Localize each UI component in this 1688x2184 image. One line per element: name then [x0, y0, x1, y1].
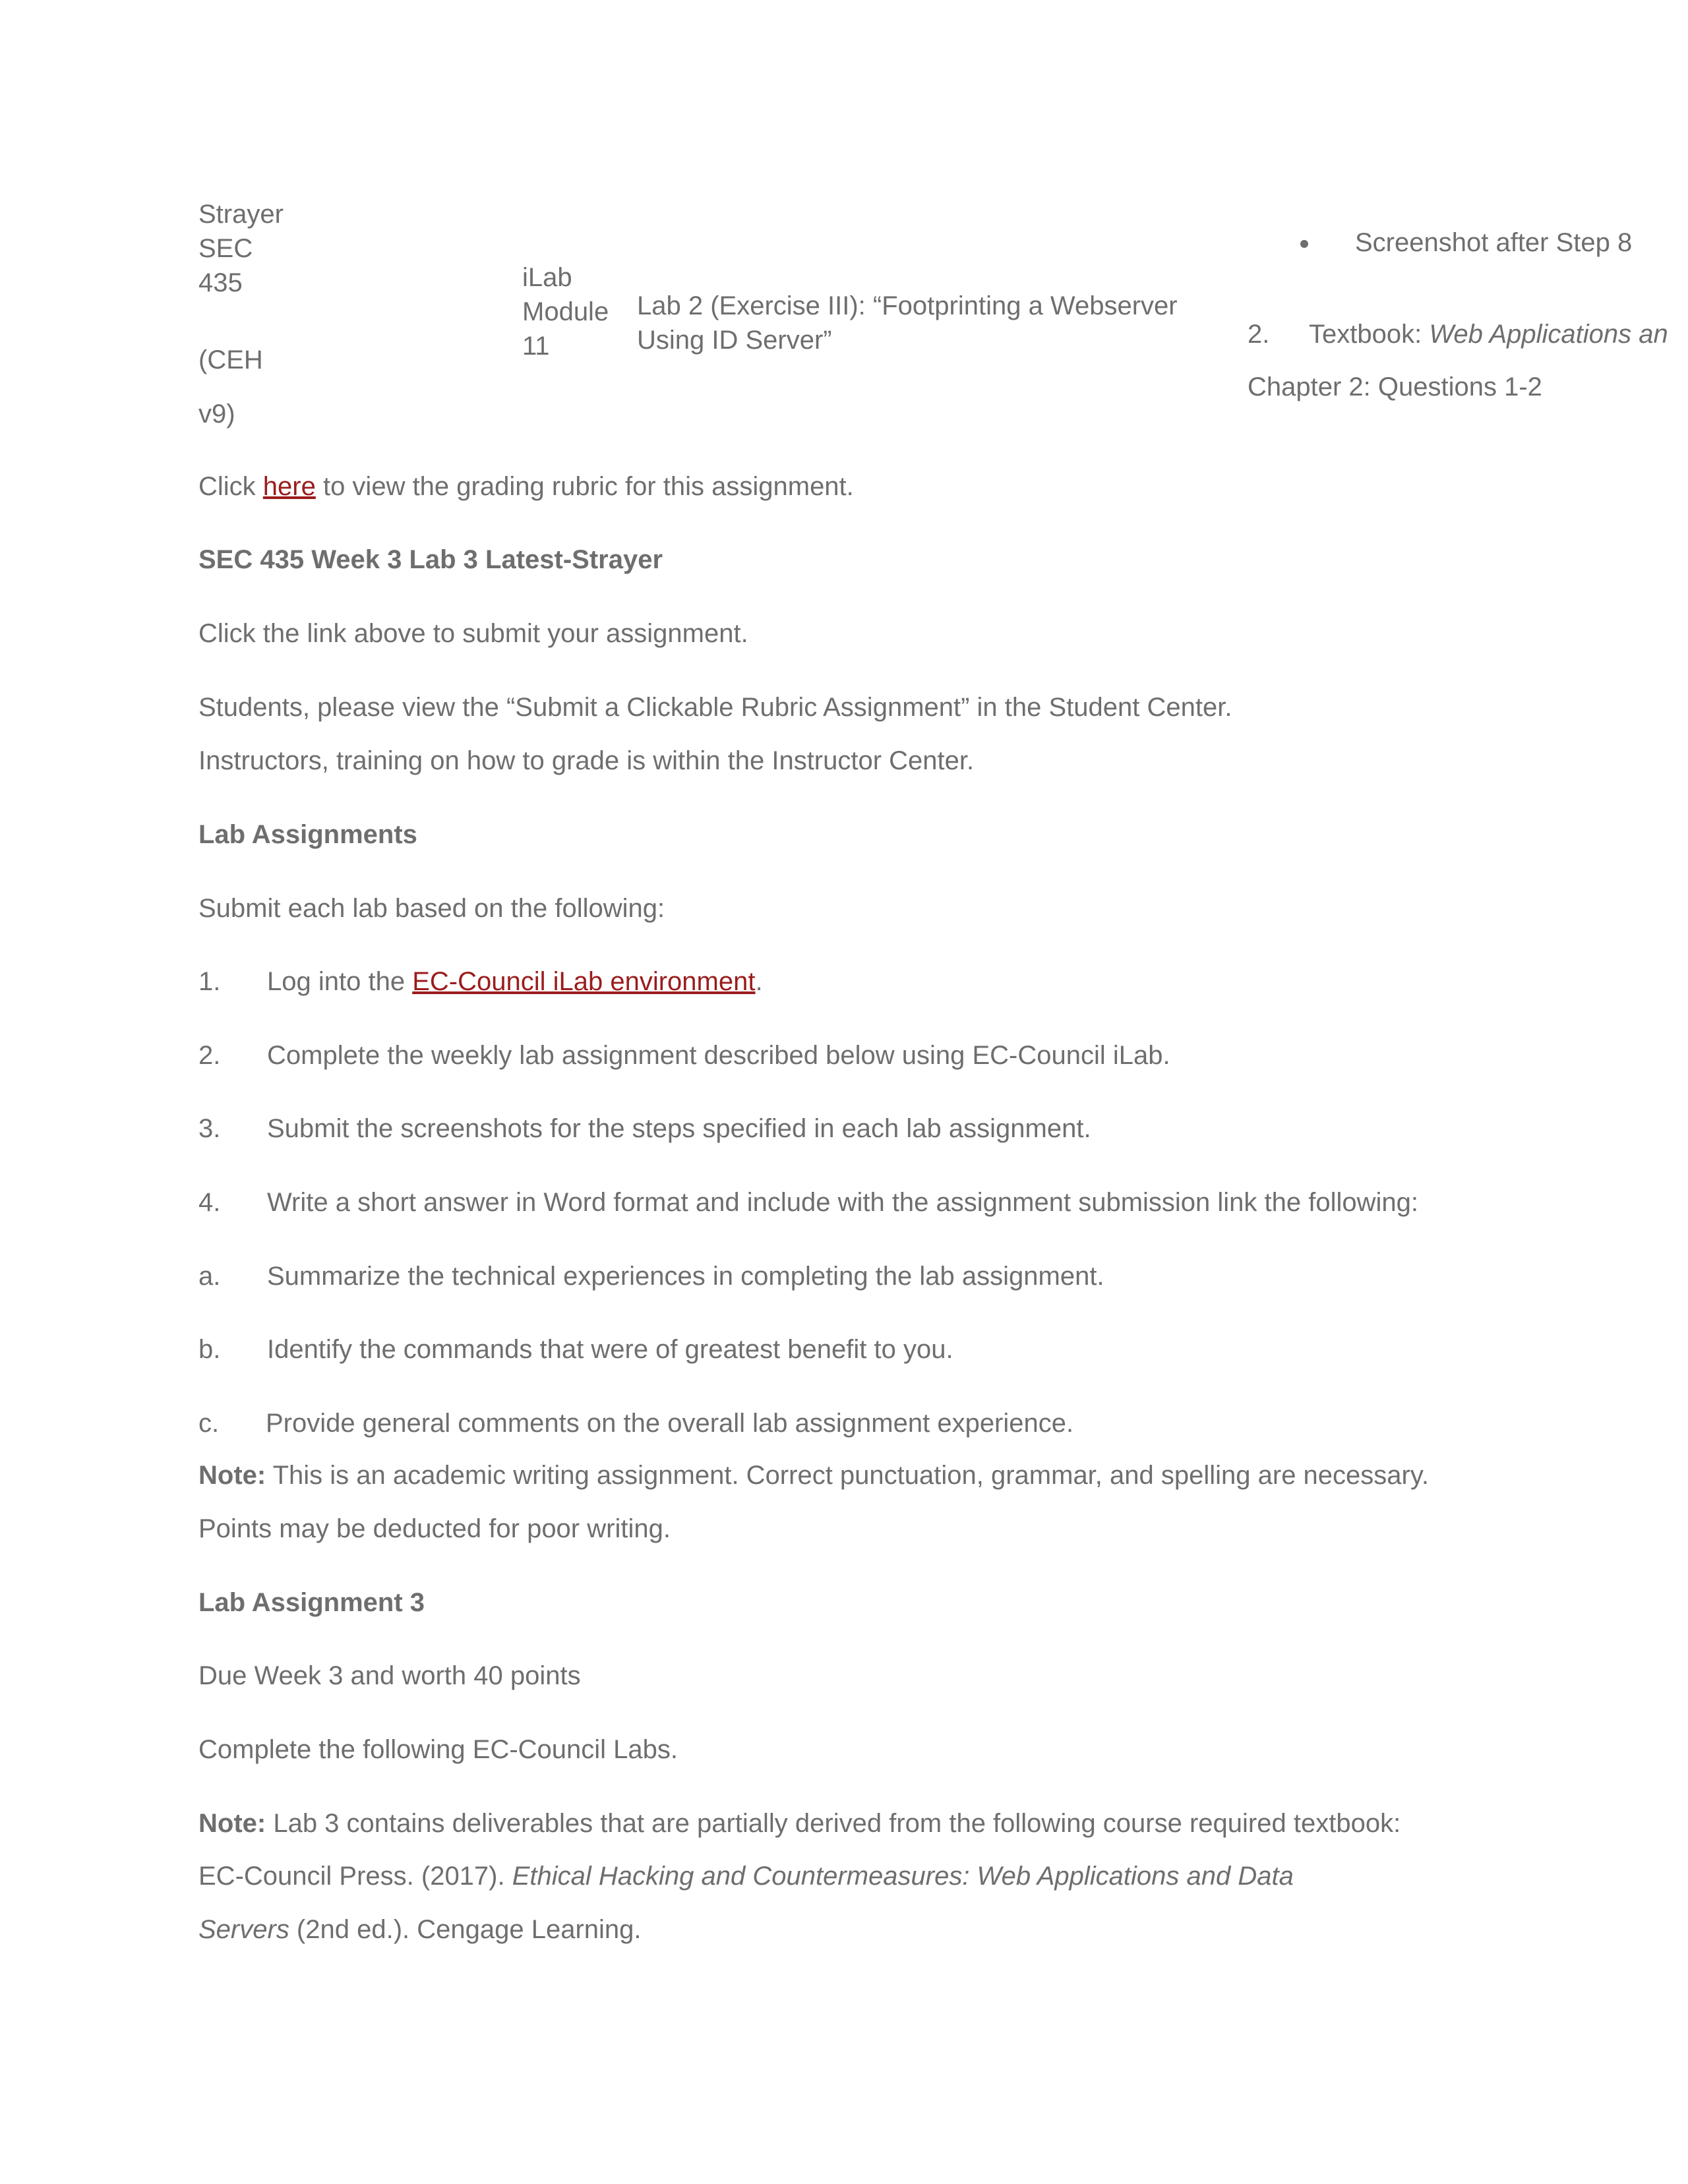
list-text: Write a short answer in Word format and include with the assignment submission link the following:	[267, 1188, 1418, 1217]
list-letter: a.	[198, 1262, 221, 1291]
course-line: SEC	[198, 234, 253, 263]
textbook-note	[198, 1806, 1401, 1841]
lab-title-line: Lab 2 (Exercise III): “Footprinting a Webserver	[637, 291, 1178, 320]
lab3-heading: Lab Assignment 3	[198, 1588, 425, 1617]
note-text: This is an academic writing assignment. Correct punctuation, grammar, and spelling are necessary.	[266, 1461, 1430, 1490]
course-line: Strayer	[198, 200, 284, 229]
lab-title-line: Using ID Server”	[637, 326, 832, 355]
due-line: Due Week 3 and worth 40 points	[198, 1661, 581, 1690]
note-label: Note:	[198, 1809, 266, 1838]
rubric-link[interactable]: here	[262, 472, 316, 501]
screenshot-bullet-text: Screenshot after Step 8	[1355, 228, 1633, 257]
ilab-line: Module	[522, 297, 609, 326]
writing-note	[198, 1458, 1429, 1492]
list-text	[267, 964, 763, 999]
list-number: 3.	[198, 1114, 221, 1143]
instructors-note: Instructors, training on how to grade is within the Instructor Center.	[198, 746, 975, 775]
list-text: Identify the commands that were of greatest benefit to you.	[267, 1335, 953, 1364]
bullet-dot	[1300, 240, 1308, 248]
list-letter: b.	[198, 1335, 221, 1364]
list-number: 2.	[198, 1041, 221, 1070]
list-text: Summarize the technical experiences in completing the lab assignment.	[267, 1262, 1104, 1291]
citation-suffix: (2nd ed.). Cengage Learning.	[289, 1915, 642, 1944]
textbook-num: 2.	[1248, 320, 1270, 349]
assignment-heading: SEC 435 Week 3 Lab 3 Latest-Strayer	[198, 545, 663, 574]
course-cell	[198, 197, 284, 300]
citation-title: Ethical Hacking and Countermeasures: Web Applications and Data	[512, 1862, 1294, 1891]
step1-suffix: .	[755, 967, 763, 996]
ceh-line-1: (CEH	[198, 345, 263, 374]
click-link-instruction: Click the link above to submit your assignment.	[198, 619, 748, 648]
list-number: 1.	[198, 967, 221, 996]
citation-line-2	[198, 1912, 642, 1947]
list-text: Complete the weekly lab assignment described below using EC-Council iLab.	[267, 1041, 1170, 1070]
ilab-cell	[522, 260, 609, 363]
students-note: Students, please view the “Submit a Clickable Rubric Assignment” in the Student Center.	[198, 693, 1232, 722]
list-text: Submit the screenshots for the steps specified in each lab assignment.	[267, 1114, 1091, 1143]
lab-assignments-heading: Lab Assignments	[198, 820, 417, 849]
writing-note-line2: Points may be deducted for poor writing.	[198, 1514, 671, 1543]
list-number: 4.	[198, 1188, 221, 1217]
ceh-line-2: v9)	[198, 399, 235, 428]
chapter-questions: Chapter 2: Questions 1-2	[1248, 372, 1542, 401]
ilab-environment-link[interactable]: EC-Council iLab environment	[412, 967, 756, 996]
textbook-title: Web Applications an	[1429, 320, 1668, 349]
lab-title-cell	[637, 289, 1178, 357]
ilab-line: 11	[522, 332, 550, 361]
submit-each-intro: Submit each lab based on the following:	[198, 894, 665, 923]
course-line: 435	[198, 268, 243, 297]
note-label: Note:	[198, 1461, 266, 1490]
citation-line-1	[198, 1859, 1294, 1893]
ilab-line: iLab	[522, 263, 572, 292]
citation-prefix: EC-Council Press. (2017).	[198, 1862, 512, 1891]
rubric-line	[198, 469, 854, 504]
list-text: Provide general comments on the overall lab assignment experience.	[266, 1409, 1074, 1438]
note-text: Lab 3 contains deliverables that are partially derived from the following course required textbook:	[266, 1809, 1401, 1838]
rubric-prefix: Click	[198, 472, 263, 501]
textbook-label: Textbook:	[1309, 320, 1430, 349]
list-letter: c.	[198, 1409, 220, 1438]
complete-labs-line: Complete the following EC-Council Labs.	[198, 1735, 678, 1764]
step1-prefix: Log into the	[267, 967, 413, 996]
textbook-line	[1309, 317, 1668, 351]
rubric-suffix: to view the grading rubric for this assignment.	[315, 472, 854, 501]
citation-title-end: Servers	[198, 1915, 289, 1944]
